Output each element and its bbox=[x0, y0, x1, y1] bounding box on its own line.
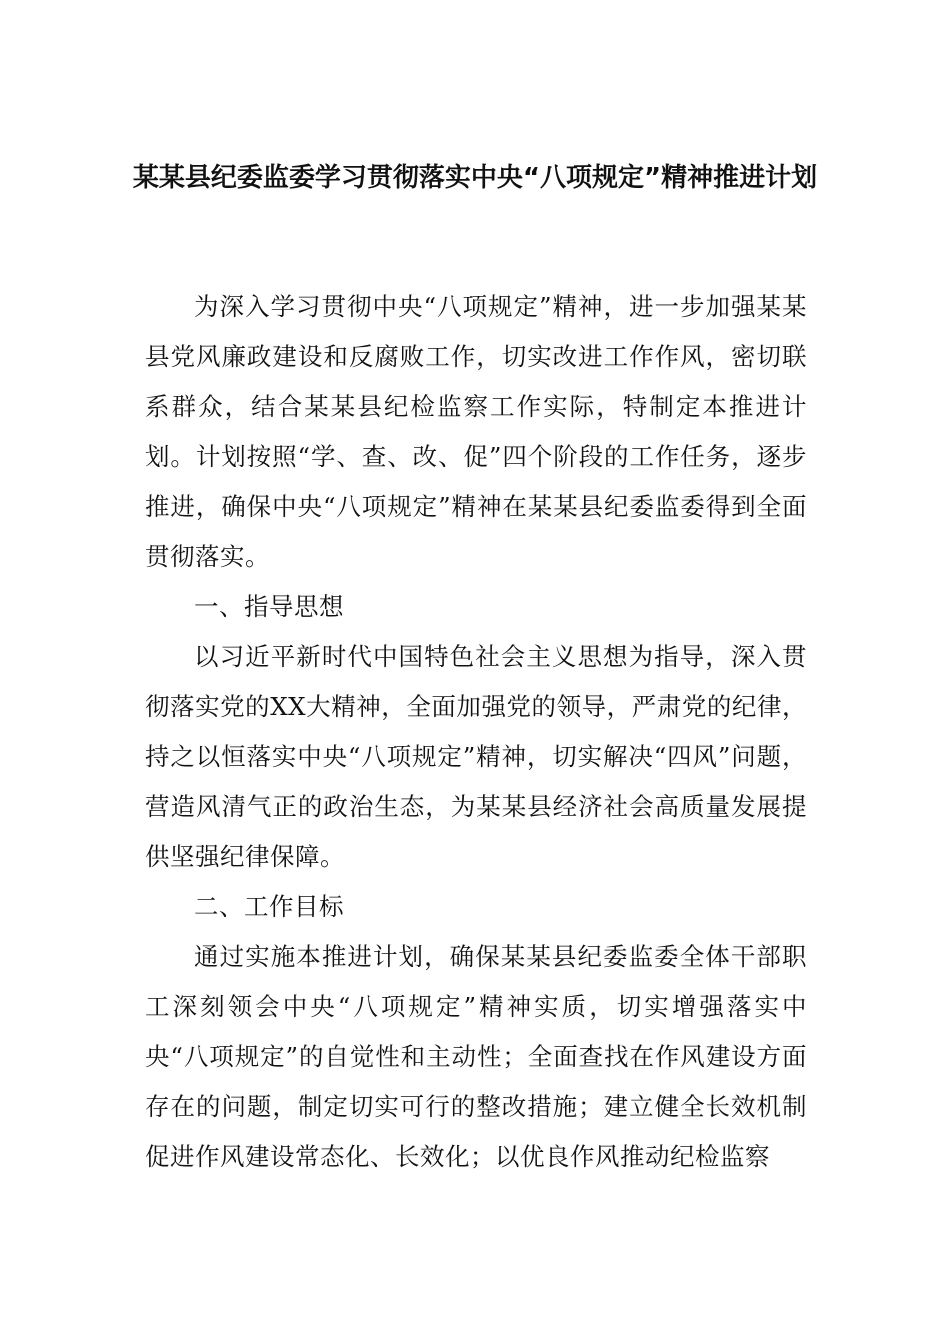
section-paragraph-work-goals: 通过实施本推进计划，确保某某县纪委监委全体干部职工深刻领会中央“八项规定”精神实质，切实增强落实中央“八项规定”的自觉性和主动性；全面查找在作风建设方面存在的问题，制定切实可行的整改措施；建立健全长效机制促进作风建设常态化、长效化；以优良作风推动纪检监察 bbox=[145, 942, 807, 1171]
section-heading-guiding-ideology: 一、指导思想 bbox=[194, 592, 344, 621]
document-title: 某某县纪委监委学习贯彻落实中央“八项规定”精神推进计划 bbox=[132, 163, 818, 193]
document-body bbox=[145, 282, 807, 1182]
section-heading-work-goals: 二、工作目标 bbox=[194, 892, 344, 921]
intro-paragraph: 为深入学习贯彻中央“八项规定”精神，进一步加强某某县党风廉政建设和反腐败工作，切实改进工作作风，密切联系群众，结合某某县纪检监察工作实际，特制定本推进计划。计划按照“学、查、改、促”四个阶段的工作任务，逐步推进，确保中央“八项规定”精神在某某县纪委监委得到全面贯彻落实。 bbox=[145, 292, 807, 571]
section-paragraph-guiding-ideology: 以习近平新时代中国特色社会主义思想为指导，深入贯彻落实党的XX大精神，全面加强党的领导，严肃党的纪律，持之以恒落实中央“八项规定”精神，切实解决“四风”问题，营造风清气正的政治生态，为某某县经济社会高质量发展提供坚强纪律保障。 bbox=[145, 642, 807, 871]
